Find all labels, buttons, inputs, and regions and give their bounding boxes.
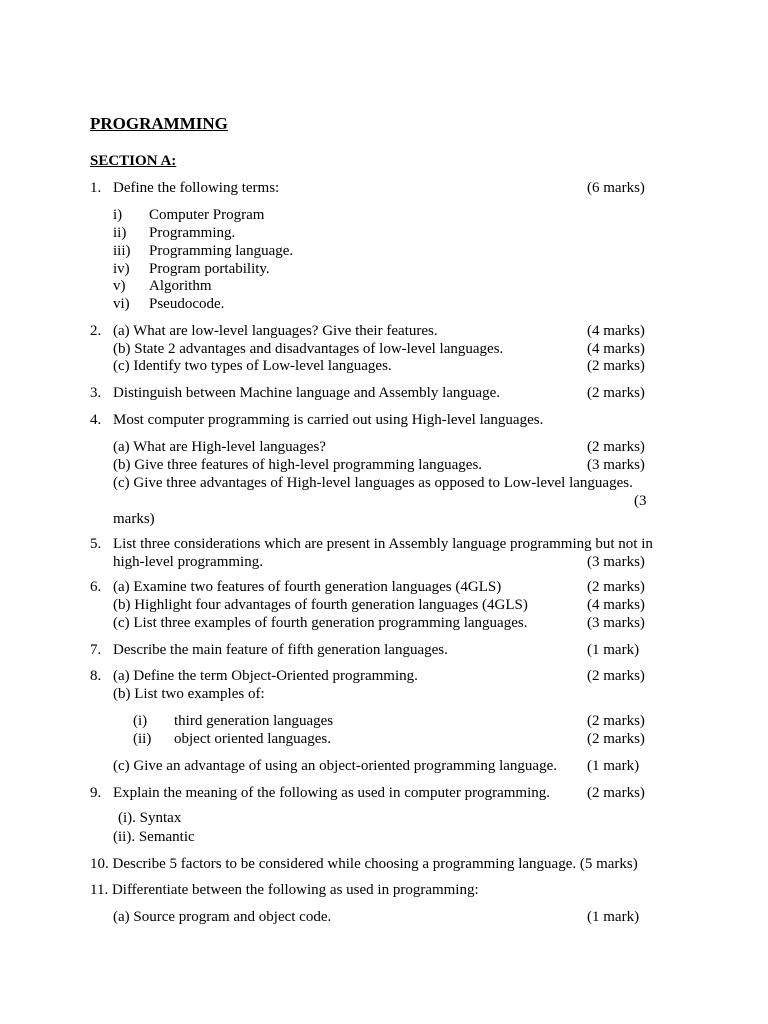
q2a-text: (a) What are low-level languages? Give their features. <box>113 323 438 339</box>
q6a-marks: (2 marks) <box>587 579 645 595</box>
q1-item-text: Computer Program <box>149 207 265 223</box>
q6b-marks: (4 marks) <box>587 597 645 613</box>
q4-text: Most computer programming is carried out using High-level languages. <box>113 412 544 428</box>
q1-item-number: vi) <box>113 296 130 312</box>
q8b-ii-text: object oriented languages. <box>174 731 332 747</box>
q6c-marks: (3 marks) <box>587 615 645 631</box>
q2-number: 2. <box>90 323 102 339</box>
q6c-text: (c) List three examples of fourth generation programming languages. <box>113 615 528 631</box>
q8a-marks: (2 marks) <box>587 668 645 684</box>
q8b-i-marks: (2 marks) <box>587 713 645 729</box>
q6b-text: (b) Highlight four advantages of fourth generation languages (4GLS) <box>113 597 528 613</box>
q4b-text: (b) Give three features of high-level programming languages. <box>113 457 483 473</box>
q4b-marks: (3 marks) <box>587 457 645 473</box>
q8c-marks: (1 mark) <box>587 758 640 774</box>
q5-text-line1: List three considerations which are present in Assembly language programming but not in <box>113 536 653 552</box>
q4a-text: (a) What are High-level languages? <box>113 439 326 455</box>
q10-text: 10. Describe 5 factors to be considered while choosing a programming language. (5 marks) <box>90 856 638 872</box>
q1-item-number: iii) <box>113 243 131 259</box>
q3-number: 3. <box>90 385 102 401</box>
q7-text: Describe the main feature of fifth generation languages. <box>113 642 448 658</box>
section-heading: SECTION A: <box>90 153 177 169</box>
q6-number: 6. <box>90 579 102 595</box>
q3-text: Distinguish between Machine language and Assembly language. <box>113 385 500 401</box>
q1-number: 1. <box>90 180 102 196</box>
q5-text-line2: high-level programming. <box>113 554 263 570</box>
q2b-marks: (4 marks) <box>587 341 645 357</box>
q1-item-text: Pseudocode. <box>149 296 225 312</box>
q1-text: Define the following terms: <box>113 180 280 196</box>
q4-number: 4. <box>90 412 102 428</box>
q1-item-number: iv) <box>113 261 130 277</box>
q4c-marks-part2: marks) <box>113 511 155 527</box>
q1-marks: (6 marks) <box>587 180 645 196</box>
q9-marks: (2 marks) <box>587 785 645 801</box>
q8b-i-text: third generation languages <box>174 713 334 729</box>
q8b-ii-number: (ii) <box>133 731 152 747</box>
q2c-text: (c) Identify two types of Low-level languages. <box>113 358 392 374</box>
q8b-i-number: (i) <box>133 713 148 729</box>
page-title: PROGRAMMING <box>90 114 228 133</box>
q8b-ii-marks: (2 marks) <box>587 731 645 747</box>
q8-number: 8. <box>90 668 102 684</box>
q7-marks: (1 mark) <box>587 642 640 658</box>
q8c-text: (c) Give an advantage of using an object-oriented programming language. <box>113 758 558 774</box>
q11-text: 11. Differentiate between the following as used in programming: <box>90 882 479 898</box>
q2b-text: (b) State 2 advantages and disadvantages of low-level languages. <box>113 341 504 357</box>
q8b-text: (b) List two examples of: <box>113 686 265 702</box>
q4c-text: (c) Give three advantages of High-level languages as opposed to Low-level languages. <box>113 475 633 491</box>
q11a-marks: (1 mark) <box>587 909 640 925</box>
q8a-text: (a) Define the term Object-Oriented programming. <box>113 668 418 684</box>
q1-item-text: Programming language. <box>149 243 294 259</box>
q4c-marks-part1: (3 <box>634 493 647 509</box>
q5-marks: (3 marks) <box>587 554 645 570</box>
q1-item-text: Program portability. <box>149 261 270 277</box>
q9-text: Explain the meaning of the following as used in computer programming. <box>113 785 550 801</box>
q11a-text: (a) Source program and object code. <box>113 909 332 925</box>
q9-item-syntax: (i). Syntax <box>118 810 182 826</box>
q1-item-number: i) <box>113 207 123 223</box>
q7-number: 7. <box>90 642 102 658</box>
q3-marks: (2 marks) <box>587 385 645 401</box>
q9-item-semantic: (ii). Semantic <box>113 829 195 845</box>
q1-item-number: v) <box>113 278 126 294</box>
q1-item-text: Algorithm <box>149 278 212 294</box>
q2c-marks: (2 marks) <box>587 358 645 374</box>
q6a-text: (a) Examine two features of fourth generation languages (4GLS) <box>113 579 502 595</box>
q2a-marks: (4 marks) <box>587 323 645 339</box>
q1-item-text: Programming. <box>149 225 236 241</box>
q4a-marks: (2 marks) <box>587 439 645 455</box>
q9-number: 9. <box>90 785 102 801</box>
q5-number: 5. <box>90 536 102 552</box>
q1-item-number: ii) <box>113 225 127 241</box>
